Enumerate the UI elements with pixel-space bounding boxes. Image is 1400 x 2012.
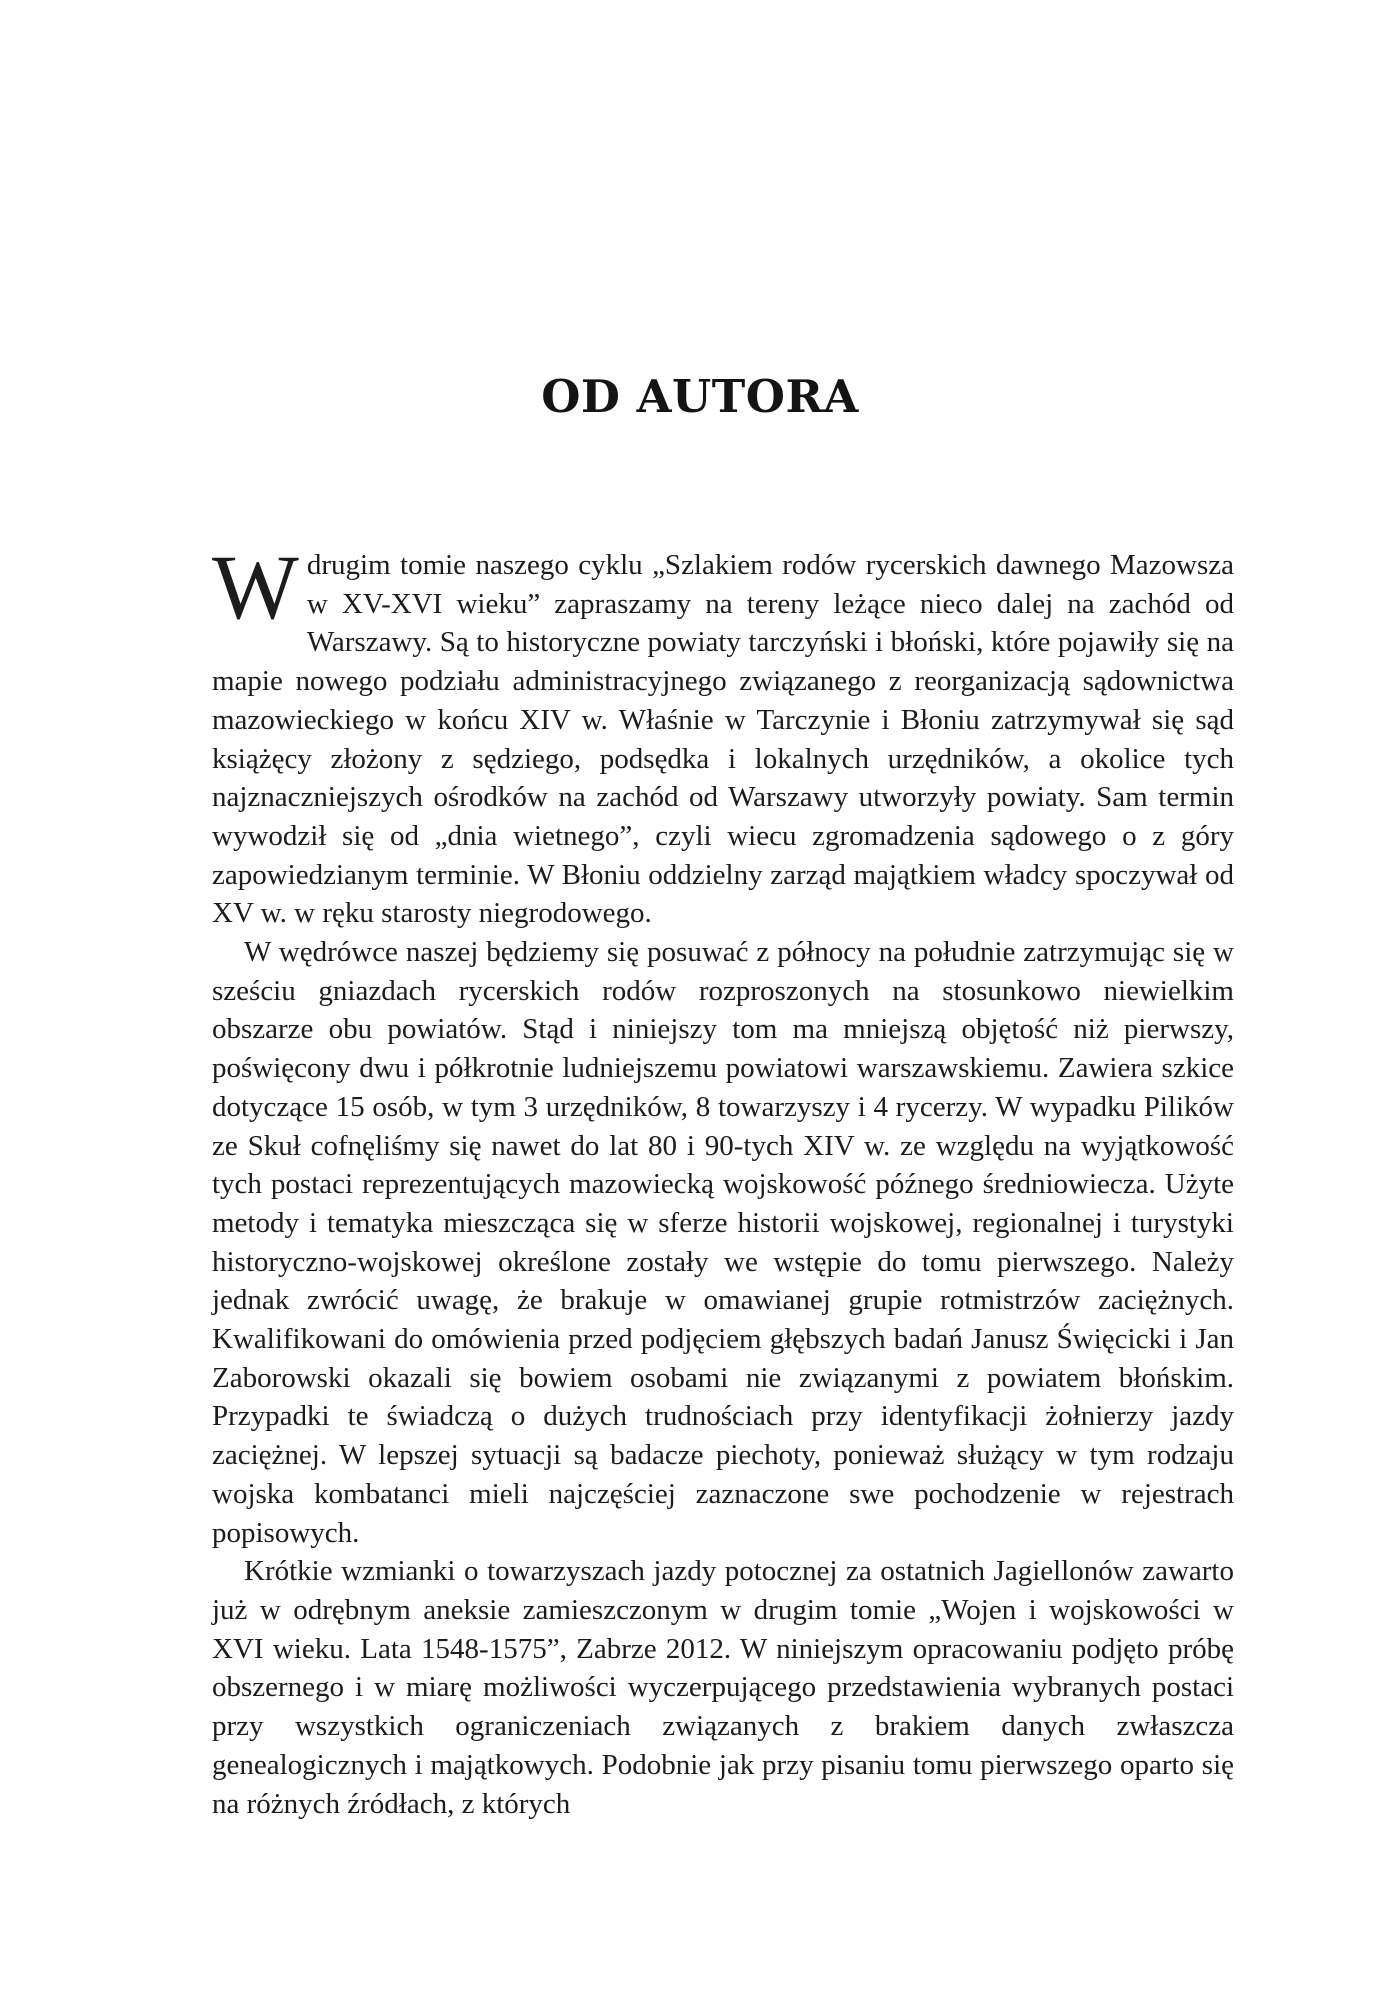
drop-cap-letter: W [212,536,299,638]
paragraph-3: Krótkie wzmianki o towarzyszach jazdy potocznej za ostatnich Jagiellonów zawarto już w odrębnym aneksie zamieszczonym w drugim tomie „Wojen i wojskowości w XVI wieku. Lata 1548-1575”, Zabrze 2012. W niniejszym opracowaniu podjęto próbę obszernego i w miarę możliwości wyczerpującego przedstawienia wybranych postaci przy wszystkich ograniczeniach związanych z brakiem danych zwłaszcza genealogicznych i majątkowych. Podobnie jak przy pisaniu tomu pierwszego oparto się na różnych źródłach, z których [212,1555,1234,1820]
body-text [212,536,1234,1823]
paragraph-1-text: drugim tomie naszego cyklu „Szlakiem rodów rycerskich dawnego Mazowsza w XV-XVI wieku” zapraszamy na tereny leżące nieco dalej na zachód od Warszawy. Są to historyczne powiaty tarczyński i błoński, które pojawiły się na mapie nowego podziału administracyjnego związanego z reorganizacją sądownictwa mazowieckiego w końcu XIV w. Właśnie w Tarczynie i Błoniu zatrzymywał się sąd książęcy złożony z sędziego, podsędka i lokalnych urzędników, a okolice tych najznaczniejszych ośrodków na zachód od Warszawy utworzyły powiaty. Sam termin wywodził się od „dnia wietnego”, czyli wiecu zgromadzenia sądowego o z góry zapowiedzianym terminie. W Błoniu oddzielny zarząd majątkiem władcy spoczywał od XV w. w ręku starosty niegrodowego. [212,549,1234,930]
paragraph-2: W wędrówce naszej będziemy się posuwać z północy na południe zatrzymując się w sześciu gniazdach rycerskich rodów rozproszonych na stosunkowo niewielkim obszarze obu powiatów. Stąd i niniejszy tom ma mniejszą objętość niż pierwszy, poświęcony dwu i półkrotnie ludniejszemu powiatowi warszawskiemu. Zawiera szkice dotyczące 15 osób, w tym 3 urzędników, 8 towarzyszy i 4 rycerzy. W wypadku Pilików ze Skuł cofnęliśmy się nawet do lat 80 i 90-tych XIV w. ze względu na wyjątkowość tych postaci reprezentujących mazowiecką wojskowość późnego średniowiecza. Użyte metody i tematyka mieszcząca się w sferze historii wojskowej, regionalnej i turystyki historyczno-wojskowej określone zostały we wstępie do tomu pierwszego. Należy jednak zwrócić uwagę, że brakuje w omawianej grupie rotmistrzów zaciężnych. Kwalifikowani do omówienia przed podjęciem głębszych badań Janusz Święcicki i Jan Zaborowski okazali się bowiem osobami nie związanymi z powiatem błońskim. Przypadki te świadczą o dużych trudnościach przy identyfikacji żołnierzy jazdy zaciężnej. W lepszej sytuacji są badacze piechoty, ponieważ służący w tym rodzaju wojska kombatanci mieli najczęściej zaznaczone swe pochodzenie w rejestrach popisowych. [212,936,1234,1549]
paragraph-1 [212,536,1234,933]
chapter-title: OD AUTORA [541,370,859,423]
